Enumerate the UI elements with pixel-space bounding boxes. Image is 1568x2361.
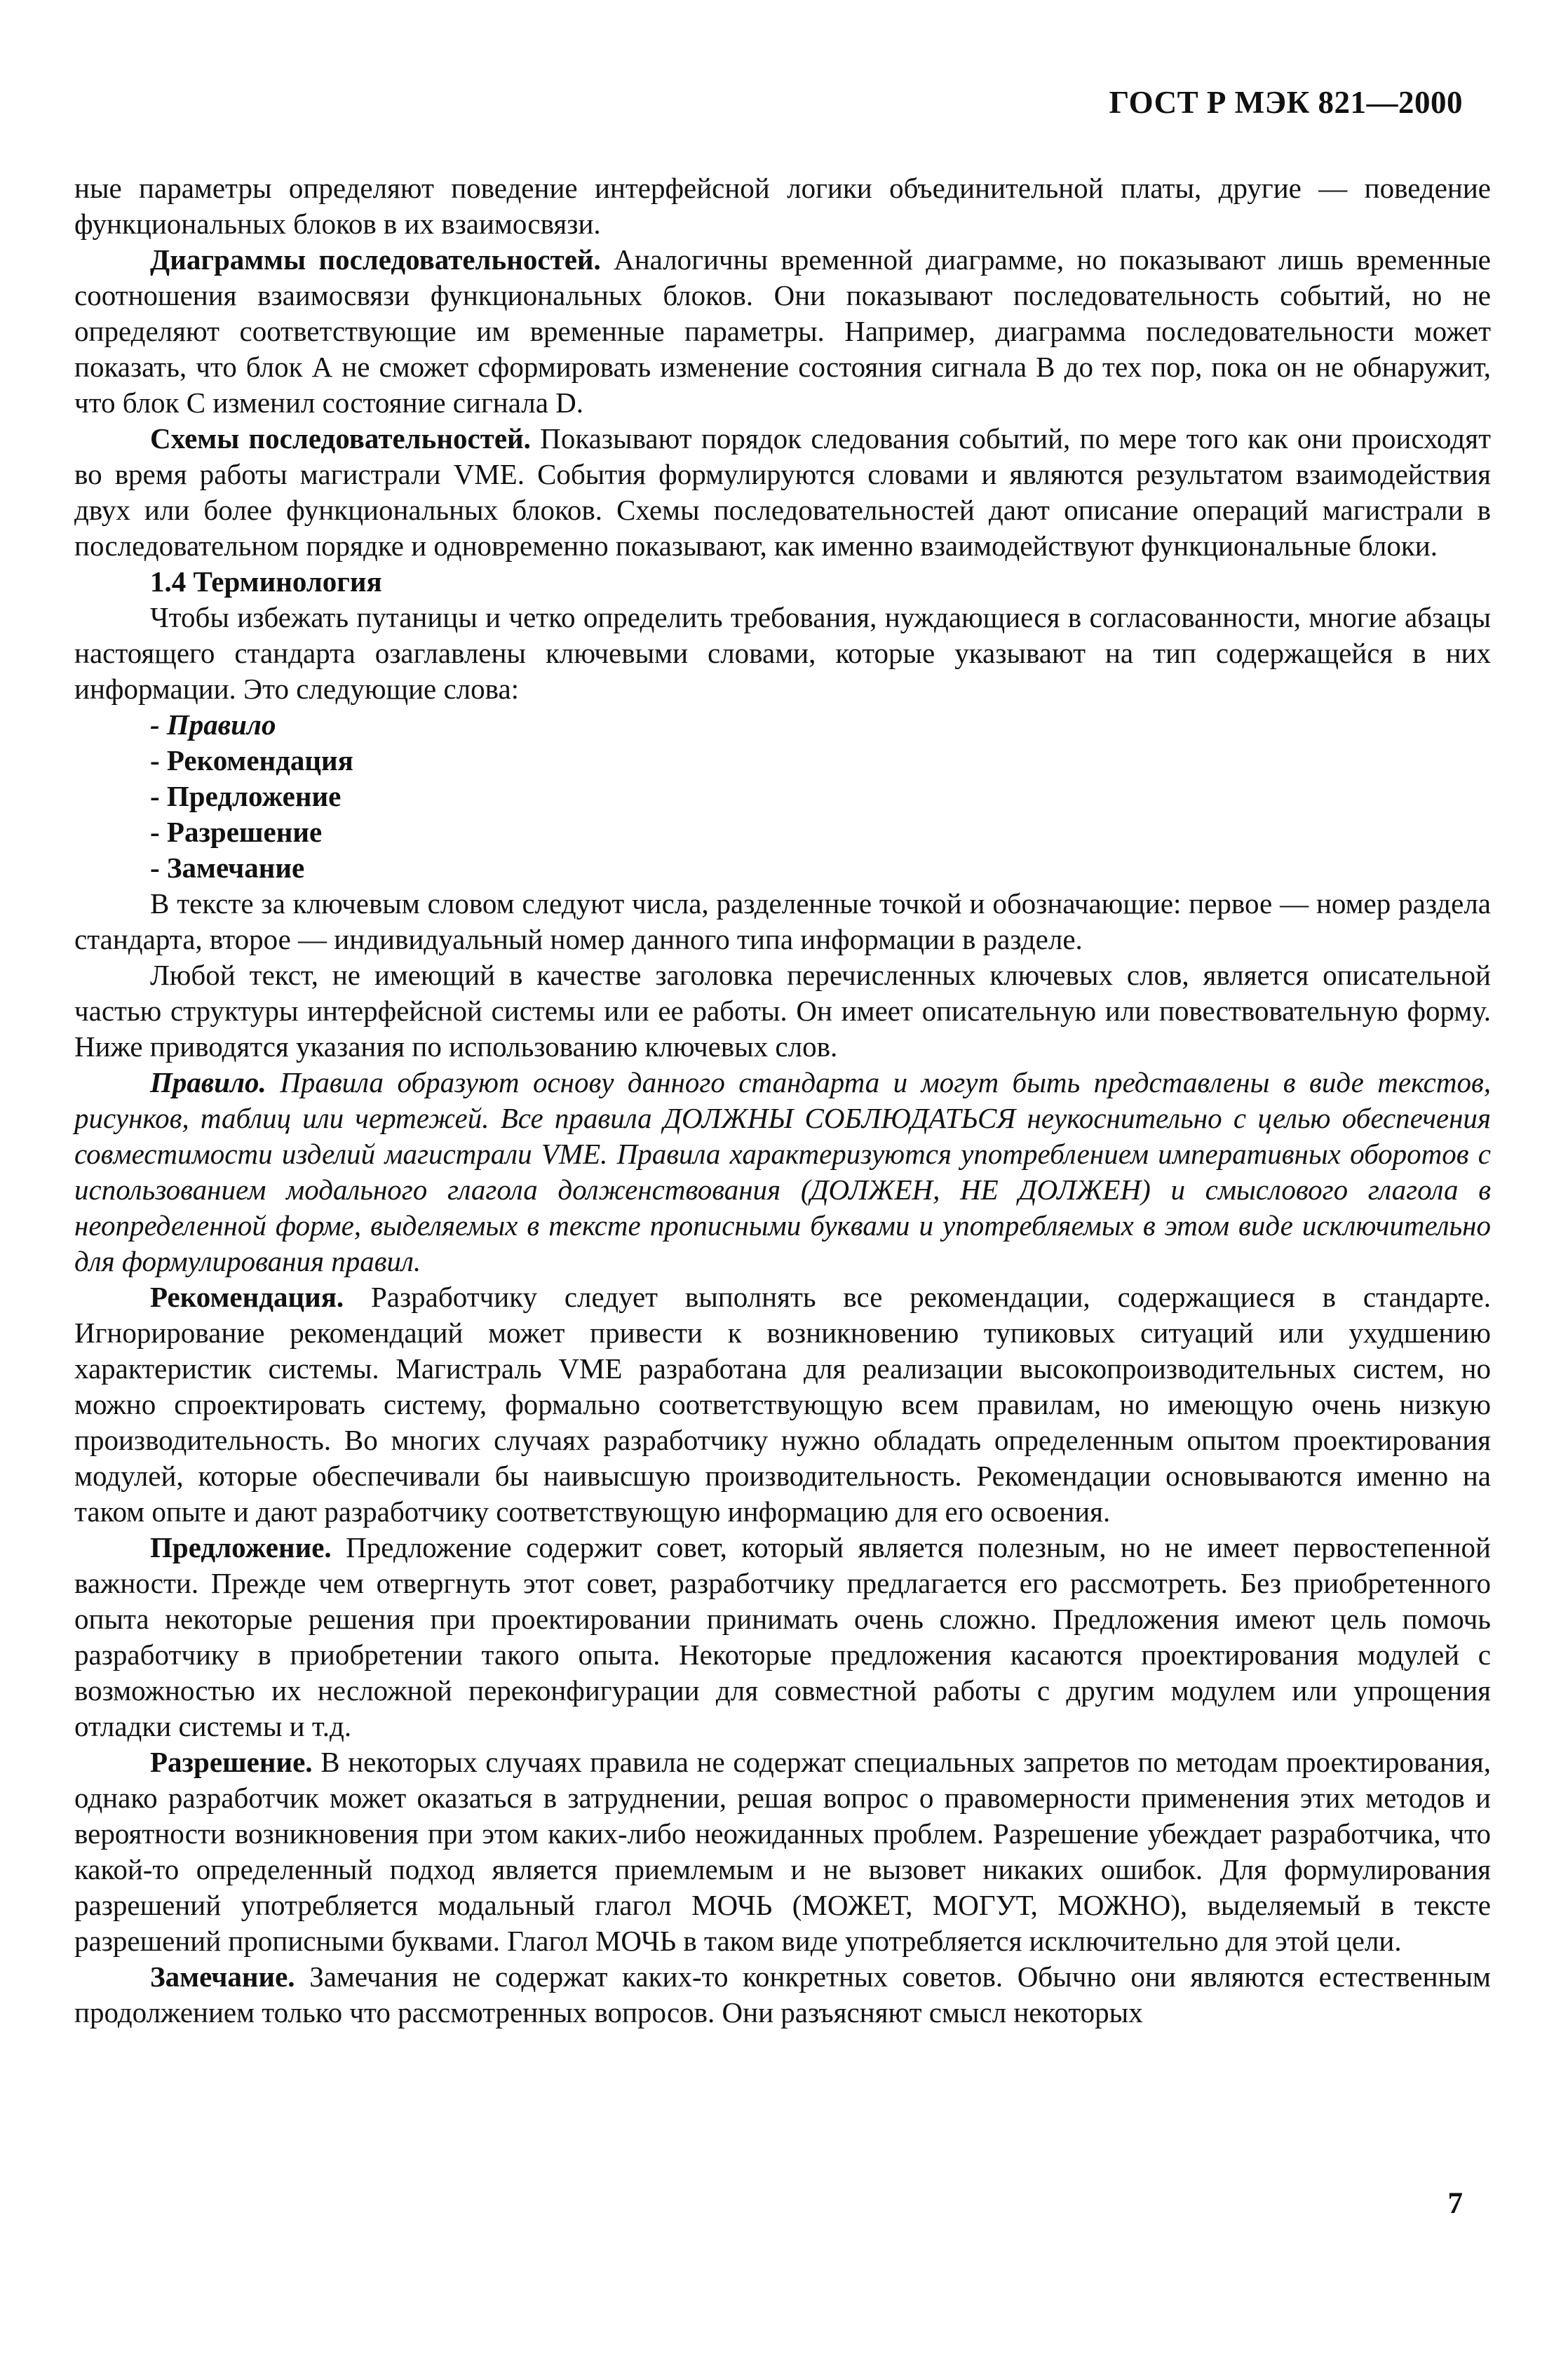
definition-note (74, 1959, 1491, 2031)
section-heading: 1.4 Терминология (150, 565, 382, 598)
paragraph-continued (74, 170, 1491, 242)
keyword-item: - Разрешение (150, 816, 323, 848)
keyword-item: - Рекомендация (150, 744, 353, 776)
definition-permission (74, 1744, 1491, 1959)
paragraph-text: Показывают порядок следования событий, по мере того как они происходят во время работы магистрали VME. События формулируются словами и являются результатом взаимодействия двух или более функциональных блоков. Схемы последовательностей дают описание операций магистрали в последовательном порядке и одновременно показывают, как именно взаимодействуют функциональные блоки. (74, 422, 1491, 562)
paragraph-text: Аналогичны временной диаграмме, но показывают лишь временные соотношения взаимосвязи функциональных блоков. Они показывают последовательность событий, но не определяют соответствующие им временные параметры. Например, диаграмма последовательности может показать, что блок А не сможет сформировать изменение состояния сигнала В до тех пор, пока он не обнаружит, что блок С изменил состояние сигнала D. (74, 243, 1492, 419)
definition-rule (74, 1065, 1491, 1279)
keyword-item: - Замечание (150, 852, 305, 884)
term-lead: Разрешение. (150, 1746, 313, 1778)
term-lead: Схемы последовательностей. (150, 422, 531, 455)
term-lead: Диаграммы последовательностей. (150, 243, 601, 276)
page-body (74, 170, 1491, 2031)
definition-text: Предложение содержит совет, который является полезным, но не имеет первостепенной важности. Прежде чем отвергнуть этот совет, разработчику предлагается его рассмотреть. Без приобретенного опыта некоторые решения при проектировании принимать очень сложно. Предложения имеют цель помочь разработчику в приобретении такого опыта. Некоторые предложения касаются проектирования модулей с возможностью их несложной переконфигурации для совместной работы с другим модулем или упрощения отладки системы и т.д. (74, 1531, 1491, 1742)
paragraph-descriptive-text: Любой текст, не имеющий в качестве заголовка перечисленных ключевых слов, является описательной частью структуры интерфейсной системы или ее работы. Он имеет описательную или повествовательную форму. Ниже приводятся указания по использованию ключевых слов. (74, 959, 1491, 1063)
definition-recommendation (74, 1279, 1491, 1530)
term-lead: Рекомендация. (150, 1281, 344, 1313)
definition-text: В некоторых случаях правила не содержат специальных запретов по методам проектирования, однако разработчик может оказаться в затруднении, решая вопрос о правомерности применения этих методов и вероятности возникновения при этом каких-либо неожиданных проблем. Разрешение убеждает разработчика, что какой-то определенный подход является приемлемым и не вызовет никаких ошибок. Для формулирования разрешений употребляется модальный глагол МОЧЬ (МОЖЕТ, МОГУТ, МОЖНО), выделяемый в тексте разрешений прописными буквами. Глагол МОЧЬ в таком виде употребляется исключительно для этой цели. (74, 1746, 1491, 1957)
keyword-item: - Предложение (150, 780, 342, 812)
definition-suggestion (74, 1530, 1491, 1744)
document-header: ГОСТ Р МЭК 821—2000 (1109, 85, 1463, 120)
definition-text: Замечания не содержат каких-то конкретных советов. Обычно они являются естественным продолжением только что рассмотренных вопросов. Они разъясняют смысл некоторых (74, 1960, 1491, 2029)
page-number: 7 (1447, 2187, 1463, 2220)
paragraph-text: ные параметры определяют поведение интерфейсной логики объединительной платы, другие — поведение функциональных блоков в их взаимосвязи. (74, 172, 1491, 240)
keyword-item: - Правило (150, 708, 276, 741)
term-lead: Замечание. (150, 1960, 295, 1993)
paragraph-sequence-schemes (74, 421, 1491, 564)
paragraph-numbering: В тексте за ключевым словом следуют числа, разделенные точкой и обозначающие: первое — номер раздела стандарта, второе — индивидуальный номер данного типа информации в разделе. (74, 887, 1491, 955)
term-lead: Правило. (150, 1066, 266, 1098)
paragraph-sequence-diagrams (74, 242, 1491, 421)
keyword-list (74, 707, 1491, 886)
section-intro: Чтобы избежать путаницы и четко определить требования, нуждающиеся в согласованности, многие абзацы настоящего стандарта озаглавлены ключевыми словами, которые указывают на тип содержащейся в них информации. Это следующие слова: (74, 601, 1491, 705)
definition-text: Правила образуют основу данного стандарта и могут быть представлены в виде текстов, рисунков, таблиц или чертежей. Все правила ДОЛЖНЫ СОБЛЮДАТЬСЯ неукоснительно с целью обеспечения совместимости изделий магистрали VME. Правила характеризуются употреблением императивных оборотов с использованием модального глагола долженствования (ДОЛЖЕН, НЕ ДОЛЖЕН) и смыслового глагола в неопределенной форме, выделяемых в тексте прописными буквами и употребляемых в этом виде исключительно для формулирования правил. (74, 1066, 1491, 1277)
term-lead: Предложение. (150, 1531, 332, 1563)
definition-text: Разработчику следует выполнять все рекомендации, содержащиеся в стандарте. Игнорирование рекомендаций может привести к возникновению тупиковых ситуаций или ухудшению характеристик системы. Магистраль VME разработана для реализации высокопроизводительных систем, но можно спроектировать систему, формально соответствующую всем правилам, но имеющую очень низкую производительность. Во многих случаях разработчику нужно обладать определенным опытом проектирования модулей, которые обеспечивали бы наивысшую производительность. Рекомендации основываются именно на таком опыте и дают разработчику соответствующую информацию для его освоения. (74, 1281, 1491, 1528)
